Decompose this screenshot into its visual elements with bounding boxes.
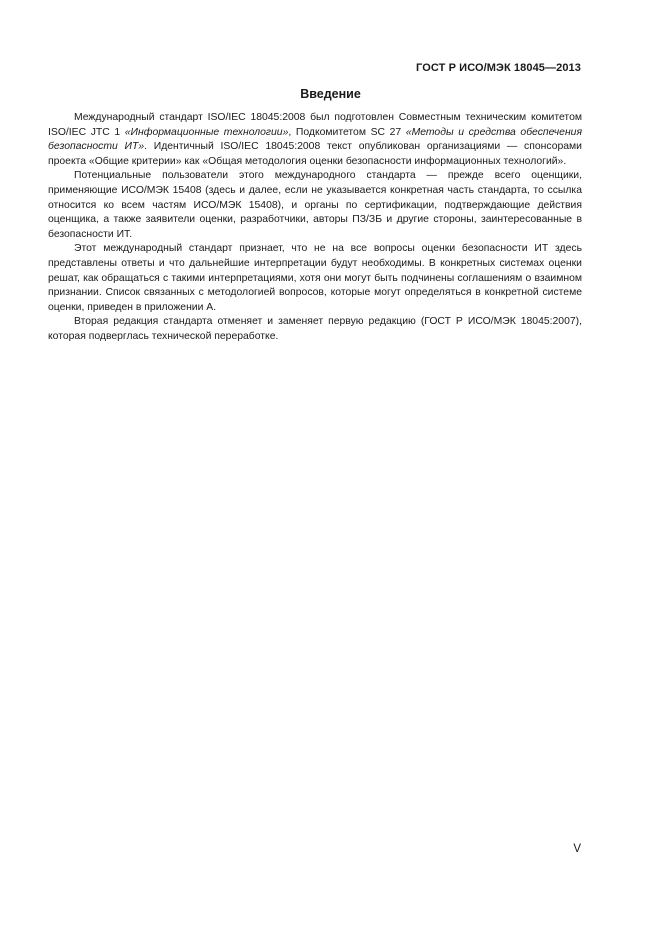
- paragraph-1-part-3: . Идентичный ISO/IEC 18045:2008 текст опубликован организациями — спонсорами проекта «Общие критерии» как «Общая методология оценки безопасности информационных технологий».: [48, 141, 582, 167]
- paragraph-2: Потенциальные пользователи этого международного стандарта — прежде всего оценщики, применяющие ИСО/МЭК 15408 (здесь и далее, если не указывается конкретная часть стандарта, то ссылка относится ко всем частям ИСО/МЭК 15408), и органы по сертификации, подтверждающие действия оценщика, а также заявители оценки, разработчики, авторы ПЗ/ЗБ и другие стороны, заинтересованные в безопасности ИТ.: [48, 170, 582, 240]
- paragraph-1-italic-1: «Информационные технологии»: [124, 126, 289, 138]
- document-code: ГОСТ Р ИСО/МЭК 18045—2013: [416, 62, 581, 74]
- introduction-body: [48, 111, 582, 345]
- paragraph-1-part-1: Международный стандарт ISO/IEC 18045:2008 был подготовлен Совместным техническим комитетом ISO/IEC JTC 1: [48, 112, 582, 138]
- paragraph-3: Этот международный стандарт признает, что не на все вопросы оценки безопасности ИТ здесь представлены ответы и что дальнейшие интерпретации будут необходимы. В конкретных системах оценки решат, как обращаться с такими интерпретациями, хотя они могут быть подчинены соглашениям о взаимном признании. Список связанных с методологией вопросов, которые могут определяться в конкретной системе оценки, приведен в приложении А.: [48, 243, 582, 313]
- paragraph-1-part-2: , Подкомитетом SC 27: [288, 126, 406, 138]
- paragraph-1-italic-2: «Методы и средства обеспечения безопасности ИТ»: [48, 126, 583, 153]
- page-number: V: [573, 843, 581, 855]
- paragraph-1: [48, 111, 582, 169]
- paragraph-4: Вторая редакция стандарта отменяет и заменяет первую редакцию (ГОСТ Р ИСО/МЭК 18045:2007), которая подверглась технической переработке.: [48, 316, 582, 342]
- section-title: Введение: [300, 87, 361, 101]
